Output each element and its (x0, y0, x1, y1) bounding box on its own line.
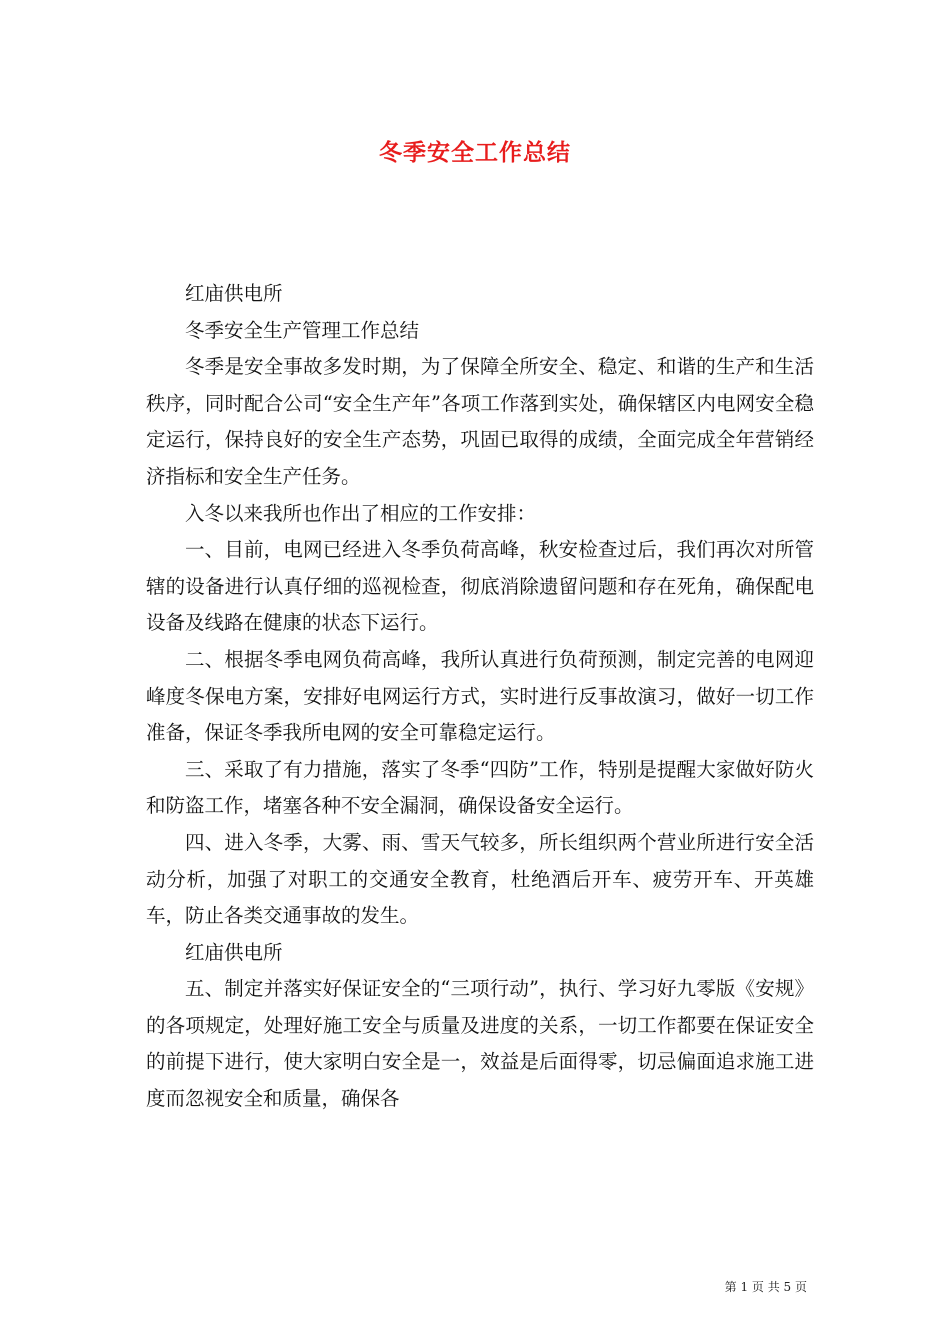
document-title: 冬季安全工作总结 (379, 139, 571, 166)
paragraph-intro: 冬季是安全事故多发时期，为了保障全所安全、稳定、和谐的生产和生活秩序，同时配合公司“安全生产年”各项工作落到实处，确保辖区内电网安全稳定运行，保持良好的安全生产态势，巩固已取得的成绩，全面完成全年营销经济指标和安全生产任务。 (146, 355, 814, 488)
paragraph-arrangement: 入冬以来我所也作出了相应的工作安排： (185, 501, 537, 525)
page-number: 第 1 页 共 5 页 (724, 1280, 807, 1294)
paragraph-subtitle: 冬季安全生产管理工作总结 (185, 318, 420, 342)
paragraph-item-3: 三、采取了有力措施，落实了冬季“四防”工作，特别是提醒大家做好防火和防盗工作，堵塞各种不安全漏洞，确保设备安全运行。 (146, 757, 814, 818)
paragraph-org-name: 红庙供电所 (185, 282, 283, 305)
paragraph-org-name-2: 红庙供电所 (185, 940, 283, 964)
paragraph-item-4: 四、进入冬季，大雾、雨、雪天气较多，所长组织两个营业所进行安全活动分析，加强了对职工的交通安全教育，杜绝酒后开车、疲劳开车、开英雄车，防止各类交通事故的发生。 (146, 830, 814, 928)
paragraph-item-5: 五、制定并落实好保证安全的“三项行动”，执行、学习好九零版《安规》的各项规定，处理好施工安全与质量及进度的关系，一切工作都要在保证安全的前提下进行，使大家明白安全是一，效益是后面得零，切忌偏面追求施工进度而忽视安全和质量，确保各 (146, 977, 814, 1111)
document-body (146, 276, 814, 1118)
paragraph-item-2: 二、根据冬季电网负荷高峰，我所认真进行负荷预测，制定完善的电网迎峰度冬保电方案，安排好电网运行方式，实时进行反事故演习，做好一切工作准备，保证冬季我所电网的安全可靠稳定运行。 (146, 647, 814, 745)
paragraph-item-1: 一、目前，电网已经进入冬季负荷高峰，秋安检查过后，我们再次对所管辖的设备进行认真仔细的巡视检查，彻底消除遗留问题和存在死角，确保配电设备及线路在健康的状态下运行。 (146, 538, 814, 635)
